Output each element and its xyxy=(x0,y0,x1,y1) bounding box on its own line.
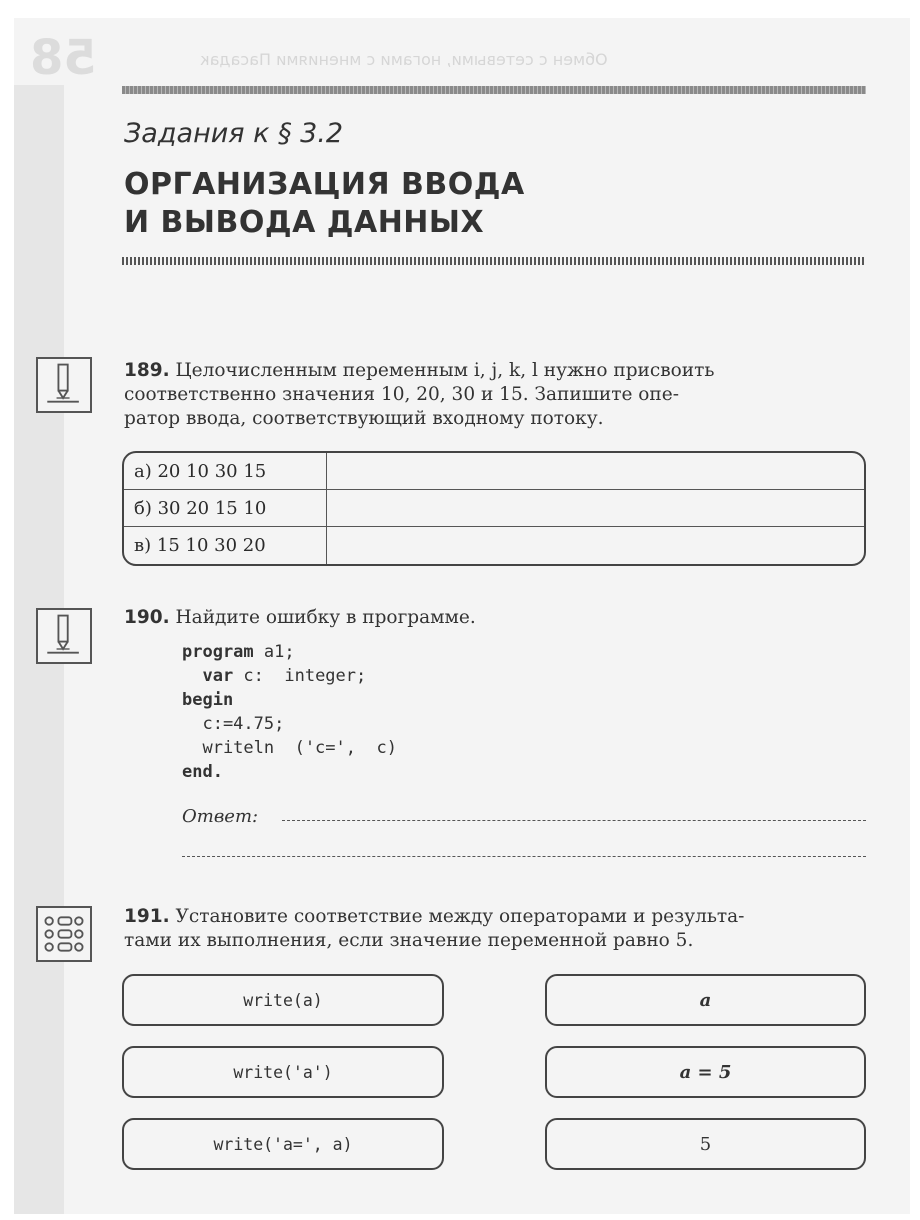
operator-card[interactable]: write('a') xyxy=(122,1046,444,1098)
pen-write-icon xyxy=(36,608,92,664)
task-191-text xyxy=(124,905,744,953)
input-stream-label: в) 15 10 30 20 xyxy=(124,527,327,564)
input-stream-label: а) 20 10 30 15 xyxy=(124,453,327,489)
table-row xyxy=(124,490,864,527)
header-bar xyxy=(122,86,866,94)
section-title xyxy=(124,166,525,242)
section-title-line-1: ОРГАНИЗАЦИЯ ВВОДА xyxy=(124,167,525,202)
task-189-text xyxy=(124,359,714,431)
section-subtitle: Задания к § 3.2 xyxy=(124,118,344,149)
task-190-number: 190. xyxy=(124,607,170,628)
answer-line[interactable] xyxy=(182,856,866,857)
task-189-line-2: соответственно значения 10, 20, 30 и 15. Запишите опе- xyxy=(124,384,679,405)
operator-card[interactable]: write(a) xyxy=(122,974,444,1026)
task-191-line-2: тами их выполнения, если значение переменной равно 5. xyxy=(124,930,694,951)
answer-cell[interactable] xyxy=(327,490,864,526)
task-189-number: 189. xyxy=(124,360,170,381)
code-keyword: var xyxy=(182,666,234,686)
code-keyword: program xyxy=(182,642,254,662)
task-189-line-3: ратор ввода, соответствующий входному потоку. xyxy=(124,408,604,429)
answer-cell[interactable] xyxy=(327,453,864,489)
running-header: Обмен с сетевыми, ногами с мнениями Пасадак xyxy=(200,50,608,69)
task-191-number: 191. xyxy=(124,906,170,927)
task-189-answer-table xyxy=(122,451,866,566)
matching-icon xyxy=(36,906,92,962)
pen-write-icon xyxy=(36,357,92,413)
task-191-line-1: Установите соответствие между операторами и результа- xyxy=(175,906,745,927)
operator-card[interactable]: write('a=', a) xyxy=(122,1118,444,1170)
result-card[interactable]: a xyxy=(545,974,866,1026)
table-row xyxy=(124,527,864,564)
code-line: c:=4.75; xyxy=(182,714,285,734)
result-card[interactable]: 5 xyxy=(545,1118,866,1170)
answer-line[interactable] xyxy=(282,820,866,821)
answer-label: Ответ: xyxy=(182,806,259,827)
code-keyword: begin xyxy=(182,690,234,710)
code-keyword: end. xyxy=(182,762,223,782)
answer-cell[interactable] xyxy=(327,527,864,564)
program-code xyxy=(182,640,397,784)
table-row xyxy=(124,453,864,490)
code-text: c: integer; xyxy=(233,666,367,686)
section-title-line-2: И ВЫВОДА ДАННЫХ xyxy=(124,205,485,240)
task-189-line-1: Целочисленным переменным i, j, k, l нужно присвоить xyxy=(175,360,715,381)
page-number: 58 xyxy=(30,30,97,86)
code-line: writeln ('c=', c) xyxy=(182,738,397,758)
task-190-prompt: Найдите ошибку в программе. xyxy=(175,607,476,628)
title-rule xyxy=(122,257,866,265)
result-card[interactable]: a = 5 xyxy=(545,1046,866,1098)
code-text: a1; xyxy=(253,642,295,662)
task-190-text xyxy=(124,606,476,630)
input-stream-label: б) 30 20 15 10 xyxy=(124,490,327,526)
